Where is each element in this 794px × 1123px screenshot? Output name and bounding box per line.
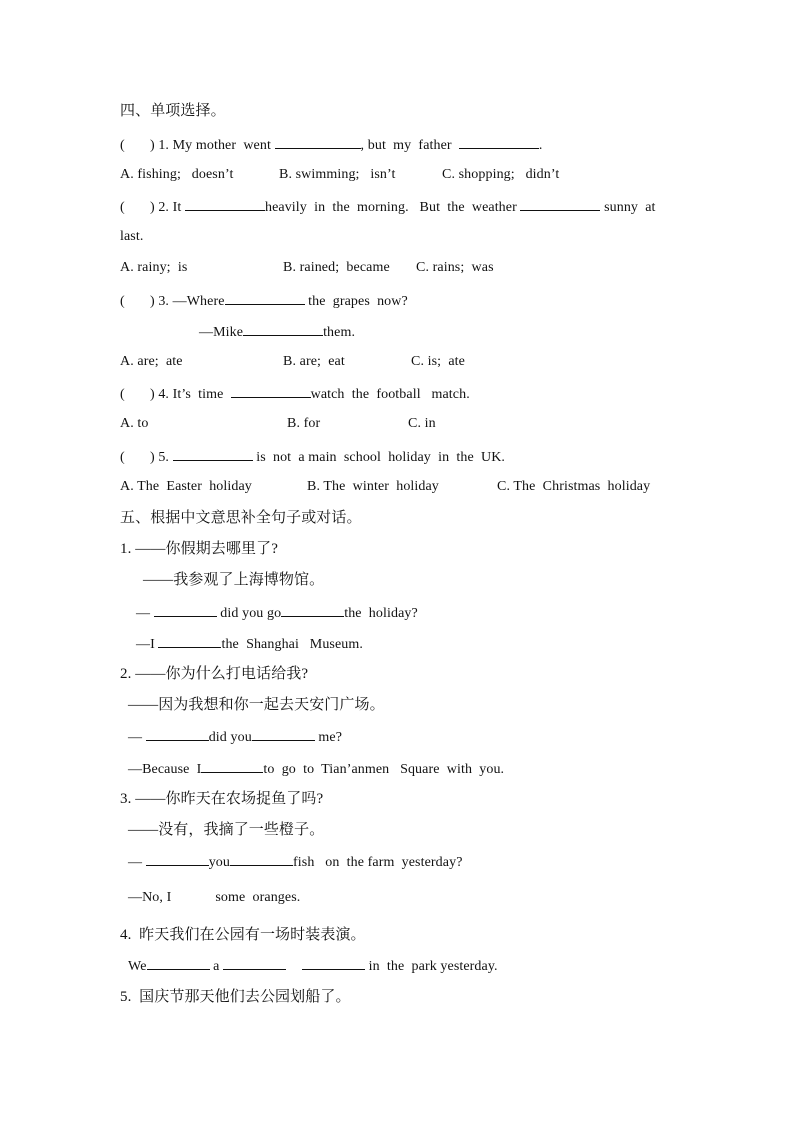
answer-blank[interactable] [146,852,209,866]
item-4-english: We a in the park yesterday. [128,956,498,976]
item-2-english-q: — did you me? [128,727,342,747]
question-1-stem: ( ) 1. My mother went , but my father . [120,135,542,155]
item-5-chinese: 5. 国庆节那天他们去公园划船了。 [120,989,351,1005]
answer-blank[interactable] [154,603,217,617]
item-2-chinese-a: ——因为我想和你一起去天安门广场。 [128,697,385,713]
answer-blank[interactable] [173,447,253,461]
item-1-chinese-a: ——我参观了上海博物馆。 [143,572,325,588]
question-1-option-a: A. fishing; doesn’t [120,167,234,182]
answer-blank[interactable] [231,384,311,398]
question-4-option-c: C. in [408,416,436,431]
question-4-option-a: A. to [120,416,149,431]
question-2-option-a: A. rainy; is [120,260,188,275]
question-3-option-c: C. is; ate [411,354,465,369]
answer-blank[interactable] [201,759,263,773]
question-4-stem: ( ) 4. It’s time watch the football match. [120,384,470,404]
answer-blank[interactable] [252,727,315,741]
item-3-english-q: — you fish on the farm yesterday? [128,852,463,872]
question-3-option-b: B. are; eat [283,354,345,369]
question-1-option-b: B. swimming; isn’t [279,167,396,182]
question-3-stem: ( ) 3. —Where the grapes now? [120,291,408,311]
item-1-english-a: —I the Shanghai Museum. [136,634,363,654]
item-1-english-q: — did you go the holiday? [136,603,418,623]
question-2-option-c: C. rains; was [416,260,494,275]
answer-blank[interactable] [281,603,344,617]
question-5-stem: ( ) 5. is not a main school holiday in the UK. [120,447,505,467]
question-5-option-b: B. The winter holiday [307,479,439,494]
answer-blank[interactable] [185,197,265,211]
question-5-option-c: C. The Christmas holiday [497,479,651,494]
question-2-continuation: last. [120,229,144,244]
answer-blank[interactable] [146,727,209,741]
section5-heading: 五、根据中文意思补全句子或对话。 [120,510,362,526]
answer-blank[interactable] [223,956,286,970]
answer-blank[interactable] [302,956,365,970]
question-2-stem: ( ) 2. It heavily in the morning. But the weather sunny at [120,197,656,217]
answer-blank[interactable] [275,135,361,149]
question-2-option-b: B. rained; became [283,260,390,275]
section4-heading: 四、单项选择。 [120,103,226,119]
item-2-chinese-q: 2. ——你为什么打电话给我? [120,666,309,682]
item-2-english-a: —Because I to go to Tian’anmen Square with you. [128,759,504,779]
answer-blank[interactable] [230,852,293,866]
answer-blank[interactable] [158,634,221,648]
item-3-english-a: —No, I some oranges. [128,890,301,905]
item-4-chinese: 4. 昨天我们在公园有一场时装表演。 [120,927,366,943]
question-5-option-a: A. The Easter holiday [120,479,252,494]
item-1-chinese-q: 1. ——你假期去哪里了? [120,541,278,557]
question-1-option-c: C. shopping; didn’t [442,167,560,182]
answer-blank[interactable] [225,291,305,305]
question-3-option-a: A. are; ate [120,354,183,369]
answer-blank[interactable] [147,956,210,970]
item-3-chinese-a: ——没有，我摘了一些橙子。 [128,822,325,838]
item-3-chinese-q: 3. ——你昨天在农场捉鱼了吗? [120,791,324,807]
question-4-option-b: B. for [287,416,321,431]
answer-blank[interactable] [459,135,539,149]
answer-blank[interactable] [243,322,323,336]
answer-blank[interactable] [520,197,600,211]
question-3-line2: —Mike them. [199,322,355,342]
